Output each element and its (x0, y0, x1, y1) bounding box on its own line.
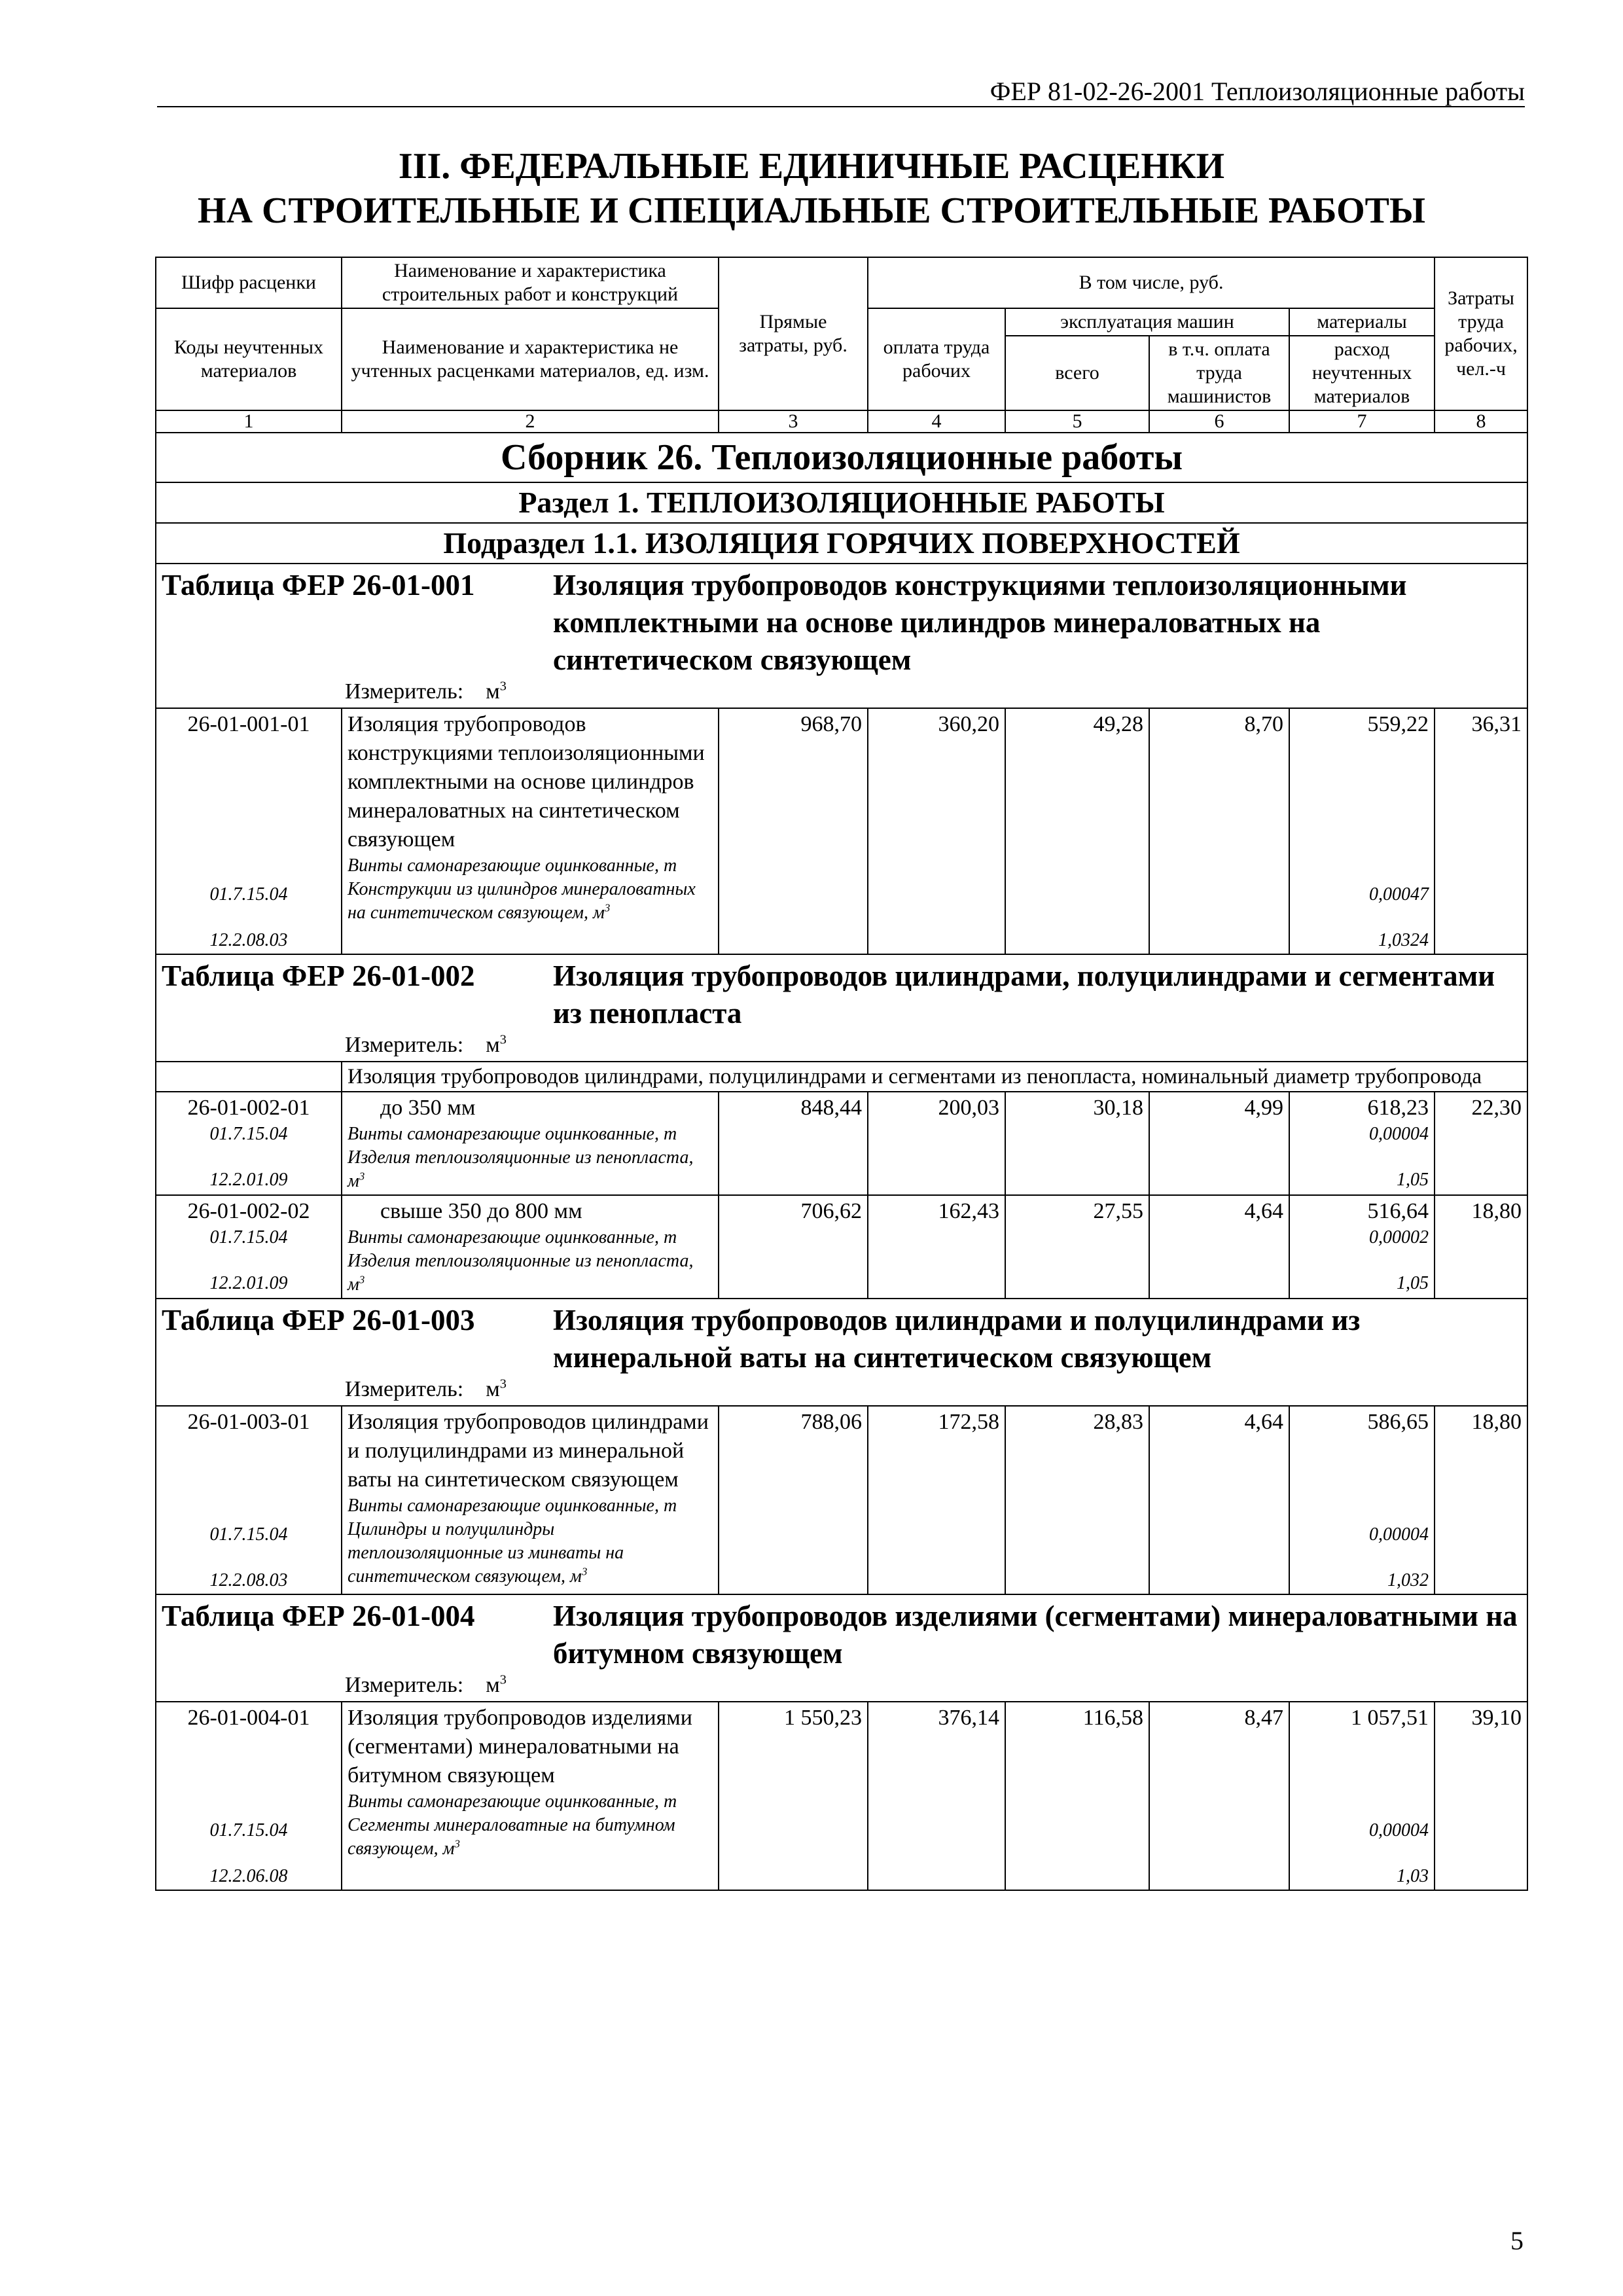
col-header-materials-usage: расход неучтенных материалов (1289, 336, 1435, 410)
measure: Измеритель: $м^3$ (345, 1672, 507, 1697)
material-qty: 1,03 (1397, 1866, 1429, 1886)
rate-row (156, 1092, 1527, 1195)
machines-wages: 4,99 (1149, 1092, 1289, 1195)
col-number: 4 (868, 410, 1005, 433)
col-number: 8 (1435, 410, 1527, 433)
rate-name: Изоляция трубопроводов цилиндрами и полуцилиндрами из минеральной ваты на синтетическом связующем (348, 1410, 709, 1492)
col-header-direct: Прямые затраты, руб. (719, 257, 868, 410)
table-label: Таблица ФЕР 26-01-003 (162, 1304, 475, 1336)
labor-cost: 18,80 (1435, 1195, 1527, 1299)
machines-wages: 4,64 (1149, 1406, 1289, 1594)
page-number: 5 (1510, 2226, 1524, 2255)
col-number: 1 (156, 410, 342, 433)
col-number: 3 (719, 410, 868, 433)
material-code: 12.2.01.09 (209, 1170, 288, 1190)
rate-code: 26-01-004-01 (187, 1706, 310, 1730)
wages: 200,03 (868, 1092, 1005, 1195)
running-header: ФЕР 81-02-26-2001 Теплоизоляционные работы (990, 77, 1525, 106)
material-code: 01.7.15.04 (209, 1524, 288, 1545)
material-name: Изделия теплоизоляционные из пенопласта, $м^3$ (348, 1251, 694, 1295)
material-qty: 0,00047 (1369, 884, 1429, 905)
table-heading (156, 954, 1527, 1062)
material-name: Винты самонарезающие оцинкованные, т (348, 1791, 677, 1812)
machines-total: 30,18 (1005, 1092, 1149, 1195)
material-code: 01.7.15.04 (209, 884, 288, 905)
rate-name: Изоляция трубопроводов конструкциями теплоизоляционными комплектными на основе цилиндров минераловатных на синтетическом связующем (348, 712, 705, 852)
col-number: 6 (1149, 410, 1289, 433)
material-name: Сегменты минераловатные на битумном связующем, $м^3$ (348, 1815, 675, 1859)
collection-heading: Сборник 26. Теплоизоляционные работы (156, 433, 1527, 482)
col-header-machines-total: всего (1005, 336, 1149, 410)
wages: 172,58 (868, 1406, 1005, 1594)
col-number: 7 (1289, 410, 1435, 433)
rate-row (156, 708, 1527, 954)
header-divider (157, 106, 1525, 107)
table-heading (156, 1594, 1527, 1702)
materials-cost: 559,22 (1367, 712, 1429, 736)
material-qty: 0,00002 (1369, 1227, 1429, 1247)
table-title: Изоляция трубопроводов цилиндрами, полуцилиндрами и сегментами из пенопласта (553, 960, 1495, 1030)
col-header-materials-codes: Коды неучтенных материалов (156, 308, 342, 410)
rate-code: 26-01-001-01 (187, 712, 310, 736)
measure: Измеритель: $м^3$ (345, 679, 507, 704)
col-header-labor: Затраты труда рабочих, чел.-ч (1435, 257, 1527, 410)
page-title (0, 144, 1623, 233)
labor-cost: 22,30 (1435, 1092, 1527, 1195)
material-name: Конструкции из цилиндров минераловатных на синтетическом связующем, $м^3$ (348, 879, 696, 923)
col-number: 2 (342, 410, 719, 433)
col-number: 5 (1005, 410, 1149, 433)
material-qty: 0,00004 (1369, 1820, 1429, 1840)
materials-cost: 618,23 (1367, 1096, 1429, 1120)
table-heading (156, 1299, 1527, 1406)
machines-total: 27,55 (1005, 1195, 1149, 1299)
material-qty: 0,00004 (1369, 1124, 1429, 1144)
rate-row (156, 1702, 1527, 1890)
material-code: 12.2.08.03 (209, 1570, 288, 1590)
machines-wages: 8,70 (1149, 708, 1289, 954)
material-code: 12.2.01.09 (209, 1273, 288, 1293)
rate-name: свыше 350 до 800 мм (380, 1199, 582, 1223)
col-header-materials-names: Наименование и характеристика не учтенных расценками материалов, ед. изм. (342, 308, 719, 410)
rate-row (156, 1406, 1527, 1594)
machines-total: 28,83 (1005, 1406, 1149, 1594)
rates-table (155, 257, 1528, 1891)
measure: Измеритель: $м^3$ (345, 1032, 507, 1057)
material-qty: 1,0324 (1378, 930, 1429, 950)
material-name: Винты самонарезающие оцинкованные, т (348, 1124, 677, 1144)
machines-total: 116,58 (1005, 1702, 1149, 1890)
materials-cost: 516,64 (1367, 1199, 1429, 1223)
col-header-machines-wages: в т.ч. оплата труда машинистов (1149, 336, 1289, 410)
materials-cost: 586,65 (1367, 1410, 1429, 1434)
material-code: 12.2.06.08 (209, 1866, 288, 1886)
material-code: 12.2.08.03 (209, 930, 288, 950)
rate-group-name: Изоляция трубопроводов цилиндрами, полуцилиндрами и сегментами из пенопласта, номинальный диаметр трубопровода (342, 1062, 1527, 1092)
material-name: Изделия теплоизоляционные из пенопласта, $м^3$ (348, 1147, 694, 1191)
material-name: Винты самонарезающие оцинкованные, т (348, 855, 677, 876)
col-header-materials: материалы (1289, 308, 1435, 336)
rate-code: 26-01-002-02 (187, 1199, 310, 1223)
direct-cost: 706,62 (719, 1195, 868, 1299)
col-header-wages: оплата труда рабочих (868, 308, 1005, 410)
direct-cost: 788,06 (719, 1406, 868, 1594)
col-header-incl: В том числе, руб. (868, 257, 1435, 308)
material-qty: 1,05 (1397, 1273, 1429, 1293)
labor-cost: 39,10 (1435, 1702, 1527, 1890)
rate-code: 26-01-002-01 (187, 1096, 310, 1120)
materials-cost: 1 057,51 (1351, 1706, 1429, 1730)
rate-name: Изоляция трубопроводов изделиями (сегментами) минераловатными на битумном связующем (348, 1706, 692, 1787)
rate-name: до 350 мм (380, 1096, 476, 1120)
table-title: Изоляция трубопроводов конструкциями теплоизоляционными комплектными на основе цилиндров минераловатных на синтетическом связующем (553, 569, 1407, 676)
table-label: Таблица ФЕР 26-01-004 (162, 1600, 475, 1632)
labor-cost: 18,80 (1435, 1406, 1527, 1594)
measure: Измеритель: $м^3$ (345, 1376, 507, 1401)
material-qty: 1,032 (1387, 1570, 1429, 1590)
direct-cost: 968,70 (719, 708, 868, 954)
direct-cost: 848,44 (719, 1092, 868, 1195)
rate-row (156, 1195, 1527, 1299)
material-qty: 1,05 (1397, 1170, 1429, 1190)
table-title: Изоляция трубопроводов изделиями (сегментами) минераловатными на битумном связующем (553, 1600, 1518, 1670)
rate-code: 26-01-003-01 (187, 1410, 310, 1434)
wages: 376,14 (868, 1702, 1005, 1890)
machines-wages: 8,47 (1149, 1702, 1289, 1890)
direct-cost: 1 550,23 (719, 1702, 868, 1890)
page-title-line-2: НА СТРОИТЕЛЬНЫЕ И СПЕЦИАЛЬНЫЕ СТРОИТЕЛЬНЫЕ РАБОТЫ (198, 190, 1425, 231)
table-label: Таблица ФЕР 26-01-001 (162, 569, 475, 601)
section-heading: Раздел 1. ТЕПЛОИЗОЛЯЦИОННЫЕ РАБОТЫ (156, 482, 1527, 523)
machines-total: 49,28 (1005, 708, 1149, 954)
subsection-heading: Подраздел 1.1. ИЗОЛЯЦИЯ ГОРЯЧИХ ПОВЕРХНОСТЕЙ (156, 523, 1527, 564)
material-code: 01.7.15.04 (209, 1820, 288, 1840)
table-title: Изоляция трубопроводов цилиндрами и полуцилиндрами из минеральной ваты на синтетическом связующем (553, 1304, 1361, 1374)
table-heading (156, 564, 1527, 708)
machines-wages: 4,64 (1149, 1195, 1289, 1299)
material-name: Винты самонарезающие оцинкованные, т (348, 1227, 677, 1247)
material-code: 01.7.15.04 (209, 1227, 288, 1247)
labor-cost: 36,31 (1435, 708, 1527, 954)
material-code: 01.7.15.04 (209, 1124, 288, 1144)
col-header-name: Наименование и характеристика строительных работ и конструкций (342, 257, 719, 308)
wages: 162,43 (868, 1195, 1005, 1299)
table-label: Таблица ФЕР 26-01-002 (162, 960, 475, 992)
wages: 360,20 (868, 708, 1005, 954)
material-name: Винты самонарезающие оцинкованные, т (348, 1496, 677, 1516)
page-title-line-1: III. ФЕДЕРАЛЬНЫЕ ЕДИНИЧНЫЕ РАСЦЕНКИ (398, 146, 1225, 187)
material-qty: 0,00004 (1369, 1524, 1429, 1545)
col-header-code: Шифр расценки (156, 257, 342, 308)
col-header-machines: эксплуатация машин (1005, 308, 1289, 336)
material-name: Цилиндры и полуцилиндры теплоизоляционные из минваты на синтетическом связующем, $м^3$ (348, 1519, 624, 1587)
